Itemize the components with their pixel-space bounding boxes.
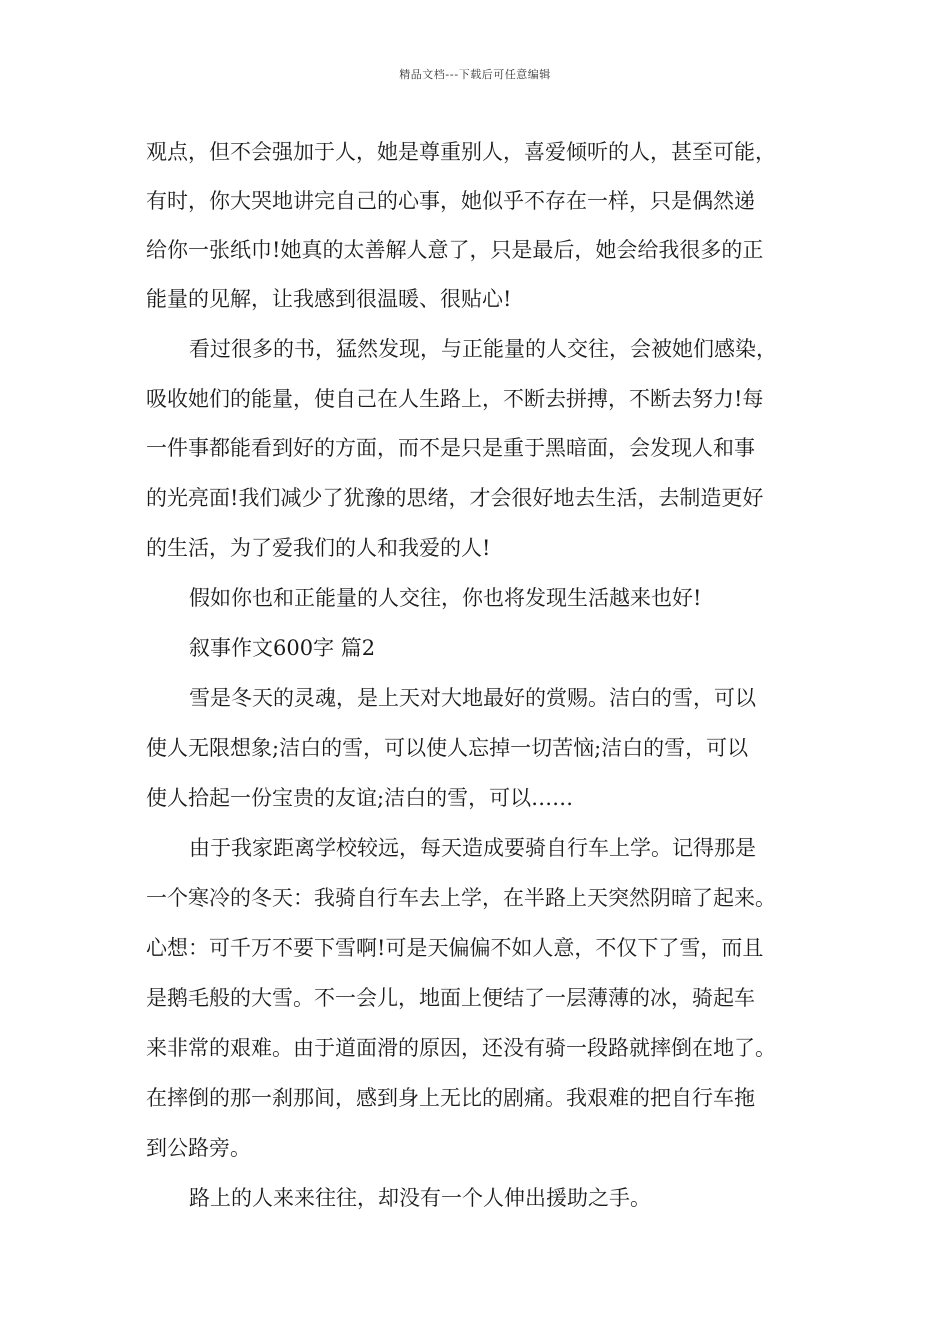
section-heading: 叙事作文600字 篇2 bbox=[189, 636, 376, 660]
text-line: 吸收她们的能量，使自己在人生路上，不断去拼搏，不断去努力!每 bbox=[146, 387, 764, 411]
text-line: 一个寒冷的冬天：我骑自行车去上学，在半路上天突然阴暗了起来。 bbox=[146, 886, 776, 910]
text-line: 观点，但不会强加于人，她是尊重别人，喜爱倾听的人，甚至可能， bbox=[146, 140, 776, 164]
text-line: 使人无限想象;洁白的雪，可以使人忘掉一切苦恼;洁白的雪，可以 bbox=[146, 736, 749, 760]
text-line: 一件事都能看到好的方面，而不是只是重于黑暗面，会发现人和事 bbox=[146, 436, 755, 460]
paragraph-start-line: 看过很多的书，猛然发现，与正能量的人交往，会被她们感染， bbox=[189, 337, 777, 361]
text-line: 到公路旁。 bbox=[146, 1136, 251, 1160]
paragraph-start-line: 由于我家距离学校较远，每天造成要骑自行车上学。记得那是 bbox=[189, 836, 756, 860]
paragraph-start-line: 雪是冬天的灵魂，是上天对大地最好的赏赐。洁白的雪，可以 bbox=[189, 686, 756, 710]
text-line: 在摔倒的那一刹那间，感到身上无比的剧痛。我艰难的把自行车拖 bbox=[146, 1086, 755, 1110]
text-line: 来非常的艰难。由于道面滑的原因，还没有骑一段路就摔倒在地了。 bbox=[146, 1036, 776, 1060]
text-line: 的生活，为了爱我们的人和我爱的人! bbox=[146, 536, 491, 560]
text-line: 有时，你大哭地讲完自己的心事，她似乎不存在一样，只是偶然递 bbox=[146, 189, 755, 213]
text-line: 使人拾起一份宝贵的友谊;洁白的雪，可以…… bbox=[146, 786, 574, 810]
paragraph-start-line: 假如你也和正能量的人交往，你也将发现生活越来也好! bbox=[189, 586, 702, 610]
text-line: 是鹅毛般的大雪。不一会儿，地面上便结了一层薄薄的冰，骑起车 bbox=[146, 986, 755, 1010]
text-line: 能量的见解，让我感到很温暖、很贴心! bbox=[146, 287, 512, 311]
paragraph-start-line: 路上的人来来往往，却没有一个人伸出援助之手。 bbox=[189, 1186, 651, 1210]
page-header: 精品文档---下载后可任意编辑 bbox=[399, 68, 551, 81]
text-line: 的光亮面!我们减少了犹豫的思绪，才会很好地去生活，去制造更好 bbox=[146, 486, 764, 510]
text-line: 给你一张纸巾!她真的太善解人意了，只是最后，她会给我很多的正 bbox=[146, 238, 764, 262]
text-line: 心想：可千万不要下雪啊!可是天偏偏不如人意，不仅下了雪，而且 bbox=[146, 936, 764, 960]
